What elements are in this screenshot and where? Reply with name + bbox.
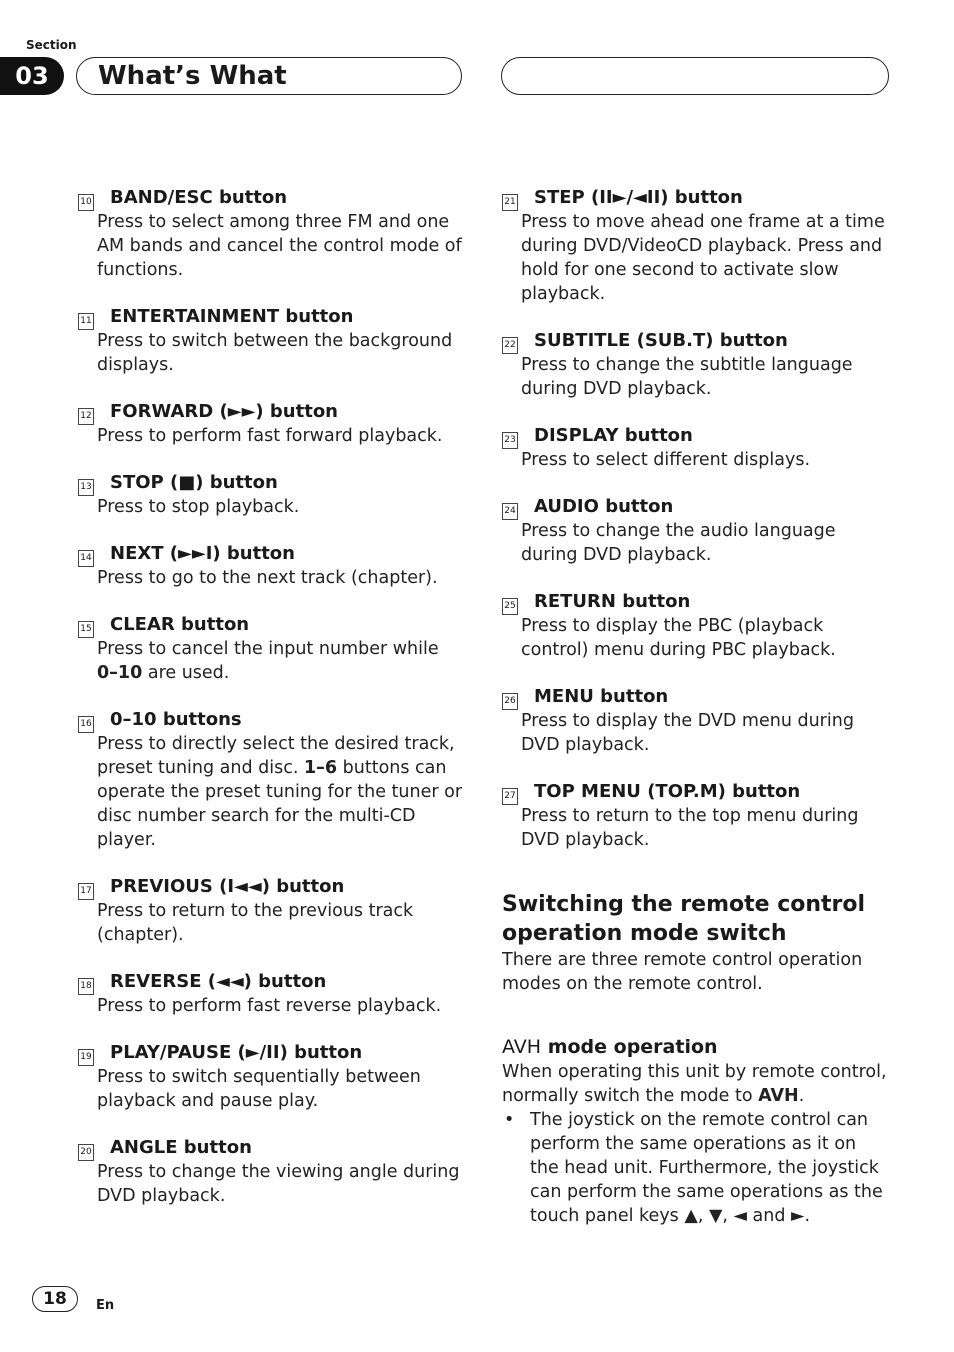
bullet-item	[502, 1108, 890, 1228]
list-item	[78, 613, 462, 685]
item-number: 25	[502, 598, 518, 615]
item-description: Press to select different displays.	[521, 450, 811, 470]
list-item	[502, 424, 890, 472]
item-description: Press to move ahead one frame at a time during DVD/VideoCD playback. Press and hold for one second to activate slow playback.	[521, 212, 885, 304]
item-number: 20	[78, 1144, 94, 1161]
item-description: Press to perform fast forward playback.	[97, 426, 443, 446]
section-number-badge: 03	[0, 57, 64, 95]
item-description: Press to directly select the desired track, preset tuning and disc. 1–6 buttons can operate the preset tuning for the tuner or disc number search for the multi-CD player.	[97, 734, 463, 850]
item-description: Press to switch between the background displays.	[97, 331, 453, 375]
item-number: 13	[78, 479, 94, 496]
list-item	[78, 970, 462, 1018]
section-label: Section	[26, 38, 77, 52]
item-description: Press to cancel the input number while 0–10 are used.	[97, 639, 439, 683]
item-title: NEXT (►►I) button	[110, 543, 295, 564]
list-item	[502, 329, 890, 401]
item-title: RETURN button	[534, 591, 691, 612]
section-intro: There are three remote control operation modes on the remote control.	[502, 950, 863, 994]
empty-header-frame	[501, 57, 889, 95]
page-title: What’s What	[98, 61, 287, 91]
list-item	[78, 875, 462, 947]
item-description: Press to switch sequentially between playback and pause play.	[97, 1067, 421, 1111]
item-number: 10	[78, 194, 94, 211]
item-number: 26	[502, 693, 518, 710]
list-item	[502, 685, 890, 757]
item-title: STEP (II►/◄II) button	[534, 187, 743, 208]
list-item	[78, 1041, 462, 1113]
item-description: Press to stop playback.	[97, 497, 300, 517]
item-title: MENU button	[534, 686, 669, 707]
page-number: 18	[32, 1286, 78, 1312]
list-item	[78, 400, 462, 448]
list-item	[502, 590, 890, 662]
item-description: Press to change the subtitle language during DVD playback.	[521, 355, 853, 399]
item-number: 16	[78, 716, 94, 733]
item-number: 18	[78, 978, 94, 995]
bullet-icon: •	[504, 1110, 515, 1130]
list-item	[78, 186, 462, 282]
item-description: Press to change the viewing angle during DVD playback.	[97, 1162, 460, 1206]
item-description: Press to display the PBC (playback control) menu during PBC playback.	[521, 616, 836, 660]
item-number: 12	[78, 408, 94, 425]
list-item	[78, 708, 462, 852]
item-number: 19	[78, 1049, 94, 1066]
item-number: 27	[502, 788, 518, 805]
item-number: 11	[78, 313, 94, 330]
subsection-heading: AVH mode operation	[502, 1036, 718, 1058]
list-item	[78, 542, 462, 590]
item-number: 23	[502, 432, 518, 449]
item-title: BAND/ESC button	[110, 187, 288, 208]
item-title: ANGLE button	[110, 1137, 252, 1158]
item-title: DISPLAY button	[534, 425, 693, 446]
item-number: 15	[78, 621, 94, 638]
item-title: FORWARD (►►) button	[110, 401, 338, 422]
list-item	[502, 186, 890, 306]
language-label: En	[96, 1298, 115, 1313]
item-title: PLAY/PAUSE (►/II) button	[110, 1042, 363, 1063]
list-item	[502, 780, 890, 852]
item-number: 14	[78, 550, 94, 567]
item-description: Press to change the audio language during DVD playback.	[521, 521, 836, 565]
item-title: STOP (■) button	[110, 472, 278, 493]
item-description: Press to display the DVD menu during DVD playback.	[521, 711, 854, 755]
item-title: REVERSE (◄◄) button	[110, 971, 327, 992]
item-title: 0–10 buttons	[110, 709, 242, 730]
item-description: Press to return to the top menu during DVD playback.	[521, 806, 859, 850]
item-description: Press to perform fast reverse playback.	[97, 996, 442, 1016]
item-title: PREVIOUS (I◄◄) button	[110, 876, 345, 897]
section-heading: Switching the remote control operation mode switch	[502, 892, 866, 946]
list-item	[78, 471, 462, 519]
item-title: AUDIO button	[534, 496, 674, 517]
item-description: Press to select among three FM and one AM bands and cancel the control mode of functions.	[97, 212, 462, 280]
item-number: 22	[502, 337, 518, 354]
list-item	[78, 1136, 462, 1208]
item-description: Press to go to the next track (chapter).	[97, 568, 438, 588]
left-column	[78, 186, 462, 1231]
item-title: CLEAR button	[110, 614, 250, 635]
item-description: Press to return to the previous track (chapter).	[97, 901, 414, 945]
item-number: 24	[502, 503, 518, 520]
item-title: TOP MENU (TOP.M) button	[534, 781, 801, 802]
subsection-body: When operating this unit by remote control, normally switch the mode to AVH.	[502, 1062, 887, 1106]
right-column	[502, 186, 890, 1228]
item-number: 21	[502, 194, 518, 211]
item-title: SUBTITLE (SUB.T) button	[534, 330, 788, 351]
item-number: 17	[78, 883, 94, 900]
list-item	[502, 495, 890, 567]
item-title: ENTERTAINMENT button	[110, 306, 354, 327]
list-item	[78, 305, 462, 377]
bullet-text: The joystick on the remote control can perform the same operations as it on the head unit. Furthermore, the joystick can perform the same operations as the touch panel keys ▲, ▼, ◄ and ►.	[530, 1110, 883, 1226]
